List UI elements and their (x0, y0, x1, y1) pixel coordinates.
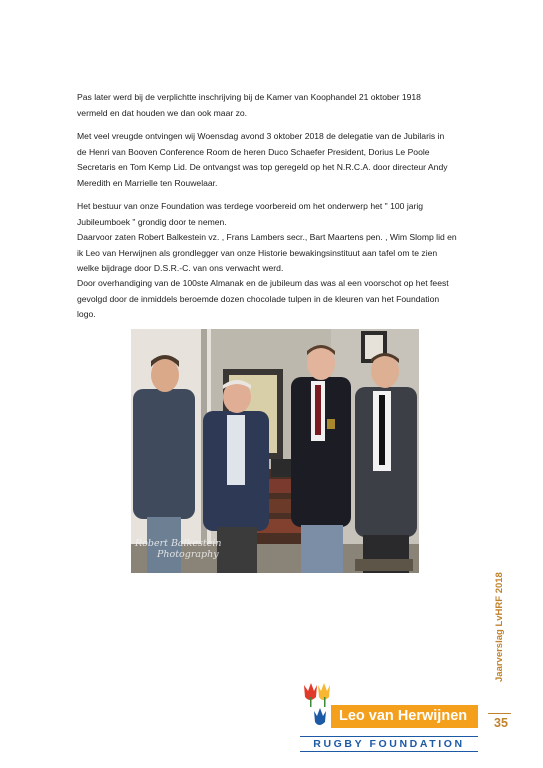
report-side-label: Jaarverslag LvHRF 2018 (494, 572, 505, 682)
text-line: Door overhandiging van de 100ste Almanak en de jubileum das was al een voorschot op het feest (77, 278, 449, 288)
text-line: vermeld en dat houden we dan ook maar zo. (77, 107, 248, 118)
paragraph-4 (77, 276, 472, 323)
text-line: Het bestuur van onze Foundation was terdege voorbereid om het onderwerp het " 100 jarig (77, 201, 424, 211)
photo-illustration (131, 329, 419, 573)
group-photo (131, 329, 419, 573)
foundation-logo (300, 681, 478, 752)
text-line: welke bijdrage door D.S.R.-C. van ons verwacht werd. (77, 263, 284, 273)
text-line: Jubileumboek " grondig door te nemen. (77, 216, 227, 227)
paragraph-1 (77, 90, 472, 121)
text-line: Daarvoor zaten Robert Balkestein vz. , Frans Lambers secr., Bart Maartens pen. , Wim Slomp lid en (77, 232, 457, 242)
text-line: Met veel vreugde ontvingen wij Woensdag avond 3 oktober 2018 de delegatie van de Jubilaris in (77, 131, 445, 141)
paragraph-2 (77, 129, 472, 191)
text-line: Meredith en Marrielle ten Rouwelaar. (77, 177, 218, 188)
photo-credit-label: Photography (157, 549, 219, 560)
logo-name: Leo van Herwijnen (331, 705, 478, 728)
text-line: logo. (77, 309, 96, 319)
tulips-icon (302, 681, 332, 733)
text-line: ik Leo van Herwijnen als grondlegger van onze Historie bewakingsinstituut aan tafel om te zien (77, 247, 438, 258)
paragraph-3 (77, 199, 472, 277)
text-line: gevolgd door de inmiddels beroemde dozen chocolade tulpen in de kleuren van het Foundation (77, 293, 440, 304)
photo-credit-name: Robert Balkestein (135, 538, 222, 549)
text-line: Pas later werd bij de verplichtte inschrijving bij de Kamer van Koophandel 21 oktober 1918 (77, 92, 421, 102)
photo-credit (135, 538, 222, 560)
footer-divider (488, 713, 511, 714)
text-line: Secretaris en Tom Kemp Lid. De ontvangst was top geregeld op het N.R.C.A. door directeur Andy (77, 162, 448, 172)
page-number: 35 (494, 716, 508, 730)
logo-subtitle: RUGBY FOUNDATION (300, 736, 478, 752)
text-line: de Henri van Booven Conference Room de heren Duco Schaefer President, Dorius Le Poole (77, 146, 430, 157)
